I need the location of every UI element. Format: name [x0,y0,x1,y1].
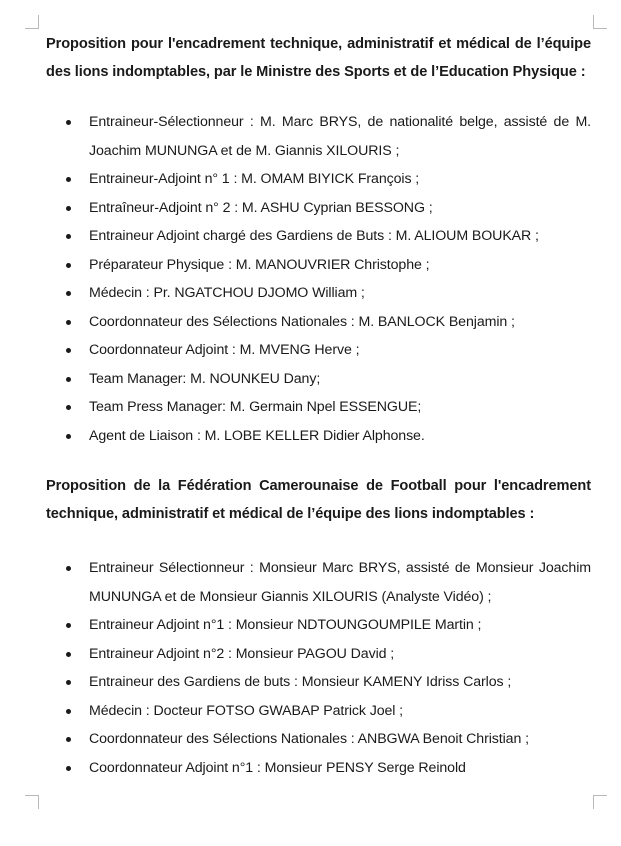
page-corner-mark-bottom-right [593,795,607,809]
list-item [46,393,591,422]
document-page [46,30,591,782]
bullet-icon [66,234,71,239]
list-item-text: Coordonnateur Adjoint n°1 : Monsieur PENSY Serge Reinold [89,759,466,776]
list-item [46,165,591,194]
bullet-icon [66,737,71,742]
bullet-icon [66,405,71,410]
list-item [46,640,591,669]
list-item-text: Médecin : Docteur FOTSO GWABAP Patrick Joel ; [89,702,404,719]
list-item [46,279,591,308]
list-item [46,365,591,394]
list-item-text: Préparateur Physique : M. MANOUVRIER Christophe ; [89,256,430,273]
list-item-text: Entraineur Adjoint chargé des Gardiens de Buts : M. ALIOUM BOUKAR ; [89,228,539,244]
list-item [46,611,591,640]
bullet-icon [66,120,71,125]
list-item [46,194,591,223]
list-item-text: Team Press Manager: M. Germain Npel ESSENGUE; [89,399,422,415]
list-item-text: Entraineur Adjoint n°2 : Monsieur PAGOU David ; [89,645,395,662]
list-item-text: Médecin : Pr. NGATCHOU DJOMO William ; [89,285,365,301]
list-item [46,668,591,697]
bullet-icon [66,652,71,657]
section2-heading: Proposition de la Fédération Camerounaise de Football pour l'encadrement technique, administratif et médical de l’équipe des lions indomptables : [46,478,591,522]
list-item-text: Agent de Liaison : M. LOBE KELLER Didier Alphonse. [89,427,425,444]
page-corner-mark-top-left [25,15,39,29]
list-item [46,251,591,280]
list-item-text: Entraîneur-Adjoint n° 2 : M. ASHU Cyprian BESSONG ; [89,199,433,216]
list-item [46,697,591,726]
list-item [46,754,591,783]
bullet-icon [66,206,71,211]
bullet-icon [66,320,71,325]
list-item [46,222,591,251]
list-item [46,308,591,337]
bullet-icon [66,766,71,771]
bullet-icon [66,680,71,685]
section1-list [46,108,591,450]
list-item [46,422,591,451]
list-item-text: Entraineur des Gardiens de buts : Monsieur KAMENY Idriss Carlos ; [89,674,512,690]
list-item-text: Coordonnateur Adjoint : M. MVENG Herve ; [89,342,360,358]
list-item [46,336,591,365]
bullet-icon [66,434,71,439]
list-item-text: Team Manager: M. NOUNKEU Dany; [89,370,321,387]
list-item-text: Entraineur Sélectionneur : Monsieur Marc BRYS, assisté de Monsieur Joachim MUNUNGA et de Monsieur Giannis XILOURIS (Analyste Vidéo) ; [89,560,591,605]
list-item [46,725,591,754]
list-item-text: Entraineur-Adjoint n° 1 : M. OMAM BIYICK François ; [89,171,420,187]
list-item-text: Entraineur Adjoint n°1 : Monsieur NDTOUNGOUMPILE Martin ; [89,617,482,633]
list-item-text: Coordonnateur des Sélections Nationales : ANBGWA Benoit Christian ; [89,731,529,747]
list-item-text: Entraineur-Sélectionneur : M. Marc BRYS, de nationalité belge, assisté de M. Joachim MUNUNGA et de M. Giannis XILOURIS ; [89,114,591,159]
section2-list [46,554,591,782]
bullet-icon [66,291,71,296]
section1-heading: Proposition pour l'encadrement technique, administratif et médical de l’équipe des lions indomptables, par le Ministre des Sports et de l’Education Physique : [46,36,591,80]
bullet-icon [66,623,71,628]
list-item [46,108,591,165]
bullet-icon [66,177,71,182]
bullet-icon [66,566,71,571]
page-corner-mark-top-right [593,15,607,29]
page-corner-mark-bottom-left [25,795,39,809]
bullet-icon [66,263,71,268]
bullet-icon [66,348,71,353]
bullet-icon [66,377,71,382]
bullet-icon [66,709,71,714]
list-item [46,554,591,611]
list-item-text: Coordonnateur des Sélections Nationales : M. BANLOCK Benjamin ; [89,313,515,330]
